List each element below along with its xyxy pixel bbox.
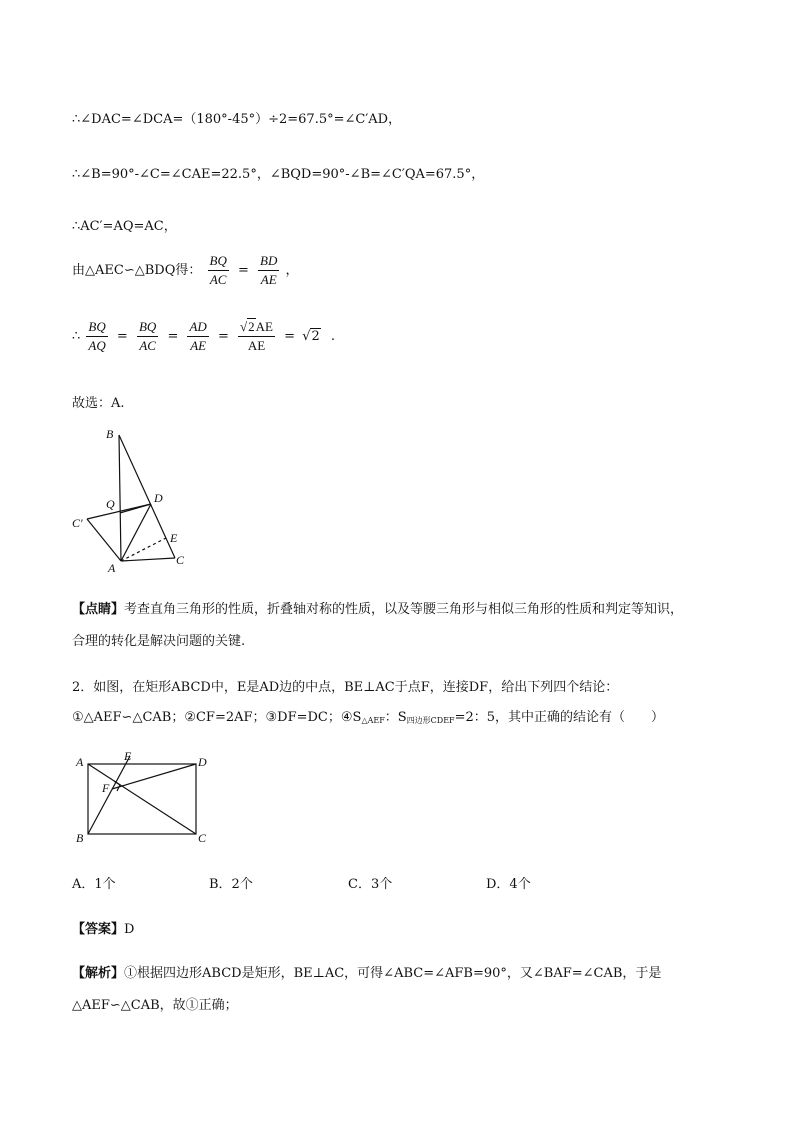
denominator: AC: [139, 338, 156, 353]
ae-text: AE: [255, 319, 273, 334]
figure-1: [60, 420, 210, 580]
comment-tag: 【点睛】: [72, 602, 125, 617]
equals-sign: =: [217, 329, 229, 344]
label-e: E: [124, 749, 132, 763]
equals-sign: =: [116, 329, 128, 344]
segment-ba: [119, 435, 121, 561]
option-c: C．3个: [348, 877, 393, 892]
fraction-bd-ae: [258, 252, 279, 289]
fraction-ad-ae: [187, 318, 208, 355]
label-f: F: [102, 781, 110, 795]
denominator: AE: [260, 272, 277, 287]
conclusions-mid: ：S: [384, 710, 407, 725]
label-c: C: [198, 831, 207, 845]
label-c: C: [176, 553, 185, 567]
segment-ac: [121, 558, 175, 561]
label-d: D: [154, 491, 163, 505]
segment-fd: [112, 764, 196, 789]
analysis-line-2: △AEF∽△CAB，故①正确；: [72, 998, 238, 1013]
subscript-aef: △AEF: [361, 716, 385, 725]
segment-bc: [119, 435, 175, 558]
option-b: B．2个: [209, 877, 253, 892]
problem-2-stem: 2．如图，在矩形ABCD中，E是AD边的中点，BE⊥AC于点F，连接DF，给出下列四个结论：: [72, 680, 619, 695]
answer-value: D: [124, 922, 135, 937]
proof-line-2: ∴∠B=90°-∠C=∠CAE=22.5°，∠BQD=90°-∠B=∠C′QA=67.5°，: [72, 167, 485, 182]
right-angle-mark: [114, 781, 120, 791]
equals-sign: =: [284, 329, 296, 344]
radicand: 2: [311, 329, 320, 344]
equals-sign: =: [167, 329, 179, 344]
sqrt-sign: √2: [240, 319, 255, 334]
segment-cprime-a: [87, 519, 121, 561]
sqrt-result: √2: [302, 329, 320, 344]
label-e: E: [170, 531, 178, 545]
denominator: AE: [190, 338, 207, 353]
analysis-tag: 【解析】: [72, 966, 125, 981]
label-a: A: [76, 755, 84, 769]
label-q: Q: [106, 497, 115, 511]
label-b: B: [106, 427, 114, 441]
numerator: BQ: [208, 252, 229, 271]
choose-line: 故选：A.: [72, 396, 125, 411]
analysis-line-1: [72, 962, 661, 981]
proof-line-5: [72, 318, 335, 355]
fraction-bq-ac: [137, 318, 158, 355]
numerator: BD: [258, 252, 279, 271]
comment-line-1: [72, 598, 683, 617]
label-d: D: [198, 755, 207, 769]
comment-text-1: 考查直角三角形的性质，折叠轴对称的性质，以及等腰三角形与相似三角形的性质和判定等知识，: [124, 602, 684, 617]
numerator: AD: [187, 318, 208, 337]
numerator: [238, 318, 275, 337]
period: .: [330, 329, 336, 344]
equals-sign: =: [237, 263, 249, 278]
fraction-bq-aq: [86, 318, 107, 355]
comment-line-2: 合理的转化是解决问题的关键.: [72, 634, 246, 649]
denominator: AE: [247, 338, 266, 353]
fraction-sqrt2ae-ae: [238, 318, 275, 355]
proof-line-4-prefix: 由△AEC∽△BDQ得：: [72, 263, 202, 278]
therefore-sign: ∴: [72, 329, 81, 344]
segment-da: [121, 504, 151, 561]
numerator: BQ: [137, 318, 158, 337]
radicand: 2: [248, 319, 255, 334]
label-c-prime: C′: [72, 516, 83, 530]
numerator: BQ: [86, 318, 107, 337]
conclusions-text: ①△AEF∽△CAB；②CF=2AF；③DF=DC；④S: [72, 710, 362, 725]
proof-line-3: ∴AC′=AQ=AC，: [72, 219, 177, 234]
conclusions-tail: =2：5，其中正确的结论有（ ）: [454, 710, 665, 725]
proof-line-4: [72, 252, 299, 289]
label-a: A: [108, 561, 116, 575]
answer-tag: 【答案】: [72, 922, 125, 937]
option-a: A．1个: [72, 877, 116, 892]
denominator: AC: [209, 272, 227, 287]
figure-2: [70, 748, 220, 848]
denominator: AQ: [88, 338, 106, 353]
diagonal-ac: [88, 764, 196, 834]
subscript-cdef: 四边形CDEF: [406, 716, 455, 725]
proof-line-1: ∴∠DAC=∠DCA=（180°-45°）÷2=67.5°=∠C′AD，: [72, 112, 402, 127]
problem-2-conclusions: [72, 706, 664, 726]
analysis-text-1: ①根据四边形ABCD是矩形，BE⊥AC，可得∠ABC=∠AFB=90°，又∠BAF=∠CAB，于是: [124, 966, 662, 981]
answer-line: [72, 918, 134, 937]
fraction-bq-ac: [208, 252, 229, 289]
segment-ae-dashed: [121, 538, 166, 561]
option-d: D．4个: [486, 877, 531, 892]
label-b: B: [76, 831, 84, 845]
comma: ，: [285, 263, 299, 278]
